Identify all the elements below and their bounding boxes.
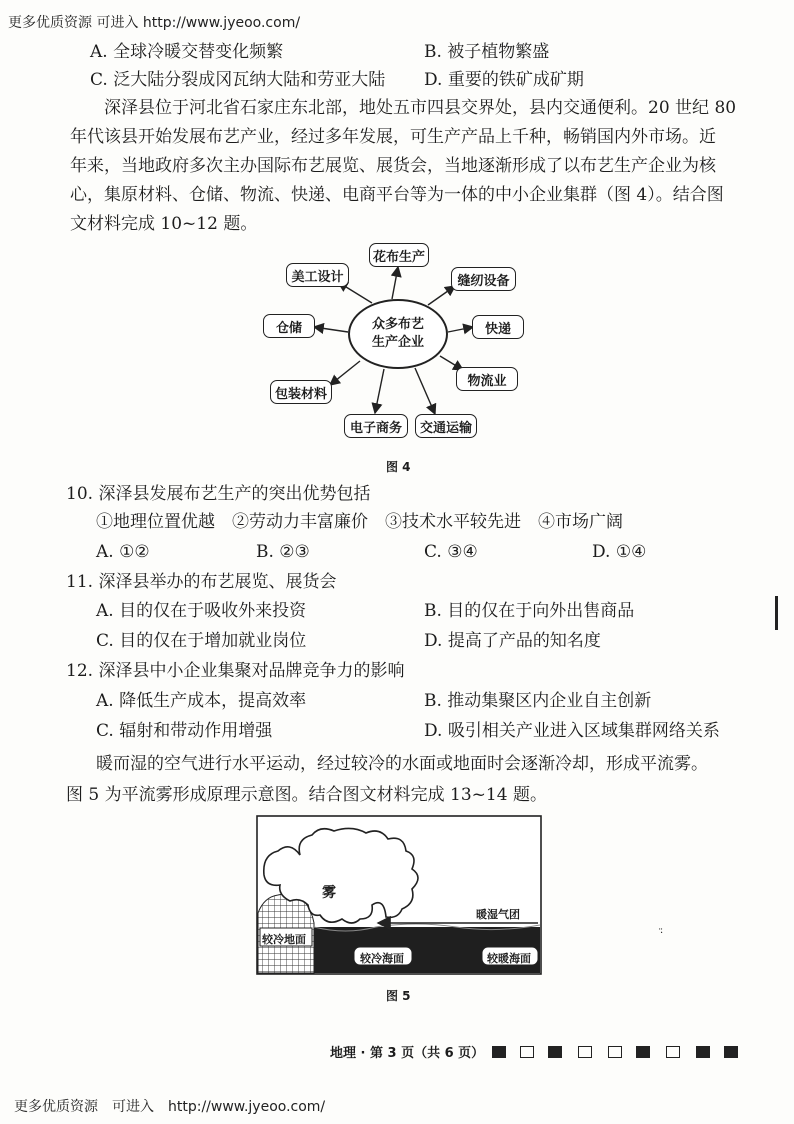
page-footer: 地理 · 第 3 页（共 6 页） xyxy=(330,1046,485,1061)
footer-mark-5 xyxy=(608,1046,622,1058)
q11-option-a: A. 目的仅在于吸收外来投资 xyxy=(96,601,307,621)
q10-stem: 10. 深泽县发展布艺生产的突出优势包括 xyxy=(66,484,371,504)
q11-option-c: C. 目的仅在于增加就业岗位 xyxy=(96,631,307,651)
fig4-caption: 图 4 xyxy=(386,460,411,474)
q12-option-d: D. 吸引相关产业进入区域集群网络关系 xyxy=(424,721,720,741)
q12-option-a: A. 降低生产成本，提高效率 xyxy=(96,691,307,711)
q11-option-b: B. 目的仅在于向外出售商品 xyxy=(424,601,635,621)
node-logistics: 物流业 xyxy=(456,367,518,391)
q10-option-b: B. ②③ xyxy=(256,542,310,562)
footer-mark-7 xyxy=(666,1046,680,1058)
center-node-enterprises xyxy=(348,299,448,369)
footer-mark-8 xyxy=(696,1046,710,1058)
passage2-line1: 暖而湿的空气进行水平运动，经过较冷的水面或地面时会逐渐冷却，形成平流雾。 xyxy=(96,754,708,774)
q12-option-c: C. 辐射和带动作用增强 xyxy=(96,721,273,741)
node-transport: 交通运输 xyxy=(415,414,477,438)
passage1-line4: 心，集原材料、仓储、物流、快递、电商平台等为一体的中小企业集群（图 4）。结合图 xyxy=(70,185,724,205)
passage1-line3: 年来，当地政府多次主办国际布艺展览、展货会，当地逐渐形成了以布艺生产企业为核 xyxy=(70,156,716,176)
node-express: 快递 xyxy=(472,315,524,339)
node-ecommerce: 电子商务 xyxy=(344,414,408,438)
q11-option-d: D. 提高了产品的知名度 xyxy=(424,631,601,651)
q9-option-b: B. 被子植物繁盛 xyxy=(424,42,550,62)
q10-option-d: D. ①④ xyxy=(592,542,647,562)
fig5-warm-air-label: 暖湿气团 xyxy=(476,908,520,921)
passage1-line5: 文材料完成 10~12 题。 xyxy=(70,214,258,234)
q9-option-a: A. 全球冷暖交替变化频繁 xyxy=(90,42,284,62)
node-packaging: 包装材料 xyxy=(270,380,332,404)
footer-mark-6 xyxy=(636,1046,650,1058)
stray-mark: ·̈ xyxy=(660,928,664,939)
q10-option-a: A. ①② xyxy=(96,542,150,562)
q10-option-c: C. ③④ xyxy=(424,542,478,562)
center-node-line2: 生产企业 xyxy=(371,335,424,350)
center-node-line1: 众多布艺 xyxy=(371,317,424,332)
watermark-bottom: 更多优质资源 可进入 http://www.jyeoo.com/ xyxy=(14,1099,326,1115)
q10-options-line: ①地理位置优越 ②劳动力丰富廉价 ③技术水平较先进 ④市场广阔 xyxy=(96,512,623,532)
node-art-design: 美工设计 xyxy=(286,263,349,287)
footer-mark-1 xyxy=(492,1046,506,1058)
footer-mark-2 xyxy=(520,1046,534,1058)
q9-option-c: C. 泛大陆分裂成冈瓦纳大陆和劳亚大陆 xyxy=(90,70,386,90)
node-fabric-production: 花布生产 xyxy=(369,243,429,267)
watermark-top: 更多优质资源 可进入 http://www.jyeoo.com/ xyxy=(8,15,301,31)
footer-mark-9 xyxy=(724,1046,738,1058)
fig4-arrows xyxy=(0,0,794,460)
passage1-line2: 年代该县开始发展布艺产业，经过多年发展，可生产产品上千种，畅销国内外市场。近 xyxy=(70,127,716,147)
fig5-fog-label: 雾 xyxy=(322,885,336,901)
passage2-line2: 图 5 为平流雾形成原理示意图。结合图文材料完成 13~14 题。 xyxy=(66,785,547,805)
q12-stem: 12. 深泽县中小企业集聚对品牌竞争力的影响 xyxy=(66,661,405,681)
q9-option-d: D. 重要的铁矿成矿期 xyxy=(424,70,584,90)
node-warehousing: 仓储 xyxy=(263,314,315,338)
passage1-line1: 深泽县位于河北省石家庄东北部，地处五市四县交界处，县内交通便利。20 世纪 80 xyxy=(104,98,737,118)
margin-mark xyxy=(775,596,778,630)
fig5-cold-sea-label: 较冷海面 xyxy=(360,952,404,965)
fig5-warm-sea-label: 较暖海面 xyxy=(487,952,531,965)
q12-option-b: B. 推动集聚区内企业自主创新 xyxy=(424,691,652,711)
footer-mark-3 xyxy=(548,1046,562,1058)
footer-mark-4 xyxy=(578,1046,592,1058)
q11-stem: 11. 深泽县举办的布艺展览、展货会 xyxy=(66,572,337,592)
fig5-caption: 图 5 xyxy=(386,989,411,1003)
fig5-cold-land-label: 较冷地面 xyxy=(262,933,306,946)
node-sewing-equipment: 缝纫设备 xyxy=(451,267,516,291)
